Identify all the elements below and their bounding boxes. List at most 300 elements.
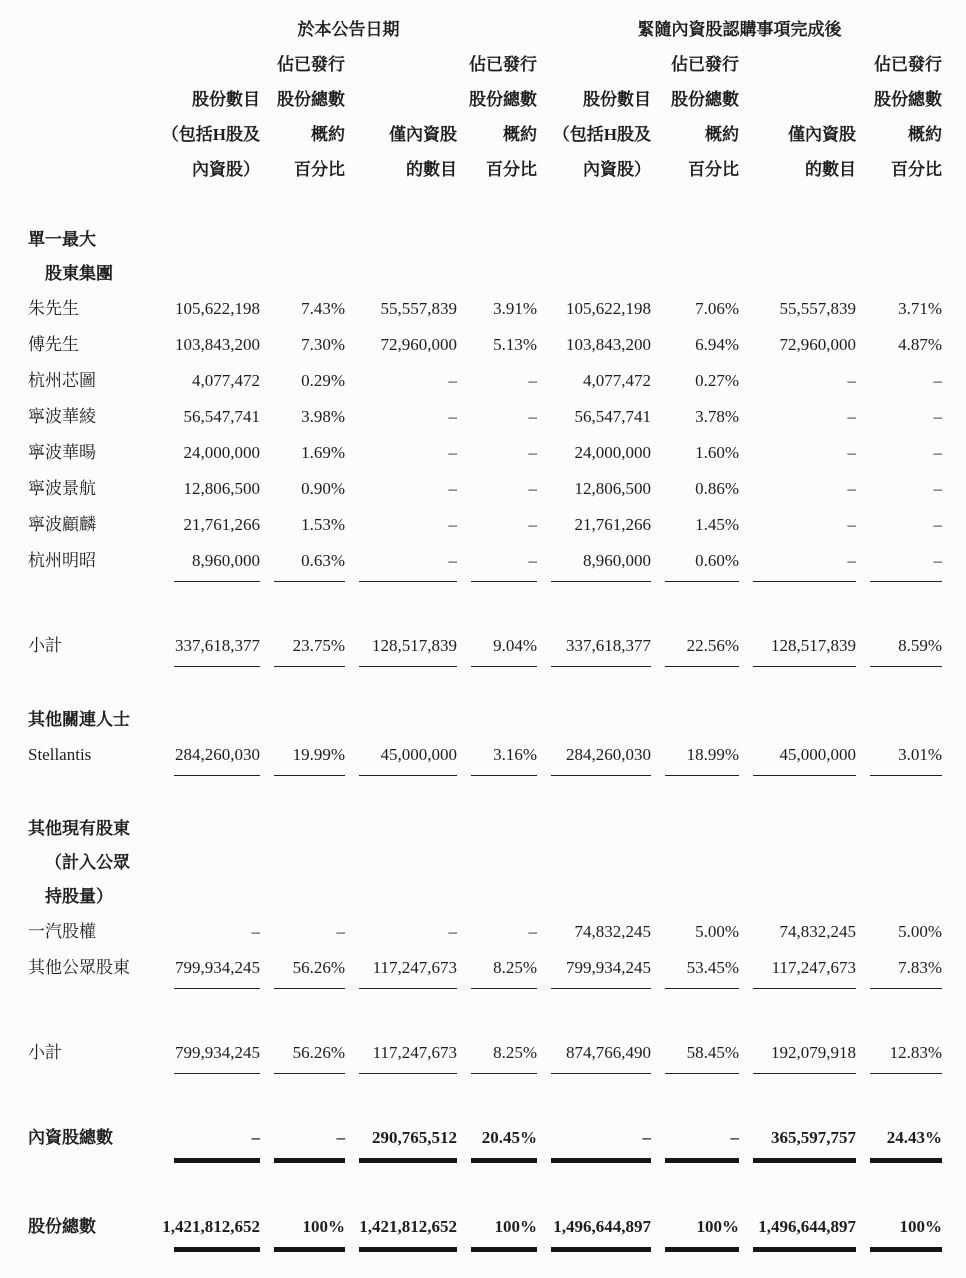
cell-value: 8.25% xyxy=(493,958,537,977)
table-cell xyxy=(856,471,942,507)
table-row xyxy=(28,363,942,399)
single-rule xyxy=(753,988,856,989)
cell-value: 22.56% xyxy=(686,636,739,655)
single-rule xyxy=(870,775,942,776)
single-rule xyxy=(471,581,537,582)
table-cell xyxy=(537,1209,651,1252)
table-cell xyxy=(160,363,260,399)
cell-value: – xyxy=(642,1128,651,1147)
table-cell xyxy=(457,1209,537,1252)
row-label-line: 寧波華綾 xyxy=(28,407,96,426)
cell-value: 24.43% xyxy=(886,1128,942,1147)
cell-value: 56.26% xyxy=(292,958,345,977)
cell-value: – xyxy=(528,371,537,390)
cell-value: 4.87% xyxy=(898,335,942,354)
row-label-line: 股東集團 xyxy=(45,264,113,283)
table-cell xyxy=(345,363,457,399)
column-header-line: 概約 xyxy=(908,125,942,144)
group-header-after-domestic-share-subscription: 緊隨內資股認購事項完成後 xyxy=(637,20,842,39)
table-cell xyxy=(537,543,651,582)
table-cell xyxy=(260,471,345,507)
cell-value: 100% xyxy=(899,1217,942,1236)
single-rule xyxy=(753,581,856,582)
cell-value: 7.83% xyxy=(898,958,942,977)
table-cell xyxy=(260,399,345,435)
cell-value: 23.75% xyxy=(292,636,345,655)
table-cell xyxy=(160,1209,260,1252)
cell-value: 7.30% xyxy=(301,335,345,354)
table-row xyxy=(28,914,942,950)
column-header-line: 百分比 xyxy=(486,160,537,179)
table-cell xyxy=(739,363,856,399)
cell-value: 1,421,812,652 xyxy=(359,1217,457,1236)
double-rule xyxy=(174,1158,260,1163)
cell-value: 4,077,472 xyxy=(192,371,260,390)
cell-value: 45,000,000 xyxy=(380,745,457,764)
cell-value: – xyxy=(528,407,537,426)
single-rule xyxy=(665,666,739,667)
table-cell xyxy=(160,471,260,507)
table-cell xyxy=(160,914,260,950)
table-row xyxy=(28,471,942,507)
cell-value: – xyxy=(933,551,942,570)
cell-value: 284,260,030 xyxy=(566,745,651,764)
table-row xyxy=(28,291,942,327)
table-cell xyxy=(651,914,739,950)
table-cell xyxy=(160,950,260,989)
table-cell xyxy=(651,628,739,667)
row-label-line: 內資股總數 xyxy=(28,1128,113,1147)
table-cell xyxy=(160,327,260,363)
table-cell xyxy=(345,628,457,667)
cell-value: 0.63% xyxy=(301,551,345,570)
table-cell xyxy=(457,543,537,582)
table-row xyxy=(28,507,942,543)
row-label xyxy=(28,543,160,579)
table-cell xyxy=(457,1120,537,1163)
row-label xyxy=(28,223,160,291)
cell-value: 5.00% xyxy=(695,922,739,941)
cell-value: – xyxy=(847,479,856,498)
cell-value: 1.60% xyxy=(695,443,739,462)
cell-value: 1.53% xyxy=(301,515,345,534)
cell-value: 12,806,500 xyxy=(574,479,651,498)
table-cell xyxy=(739,471,856,507)
cell-value: 20.45% xyxy=(481,1128,537,1147)
double-rule xyxy=(551,1247,651,1252)
cell-value: 799,934,245 xyxy=(175,958,260,977)
cell-value: 4,077,472 xyxy=(583,371,651,390)
cell-value: – xyxy=(448,407,457,426)
table-body xyxy=(28,187,942,1252)
cell-value: – xyxy=(448,479,457,498)
table-cell xyxy=(457,399,537,435)
table-cell xyxy=(345,543,457,582)
row-label xyxy=(28,327,160,363)
column-header-3 xyxy=(345,47,457,187)
row-label xyxy=(28,399,160,435)
single-rule xyxy=(274,1073,345,1074)
table-cell xyxy=(345,507,457,543)
table-cell xyxy=(739,327,856,363)
cell-value: 55,557,839 xyxy=(779,299,856,318)
table-cell xyxy=(739,1209,856,1252)
column-header-line: 百分比 xyxy=(294,160,345,179)
row-label xyxy=(28,1035,160,1071)
single-rule xyxy=(665,581,739,582)
column-header-6 xyxy=(651,47,739,187)
table-cell xyxy=(739,507,856,543)
table-cell xyxy=(651,1035,739,1074)
cell-value: 1.69% xyxy=(301,443,345,462)
table-row xyxy=(28,327,942,363)
cell-value: – xyxy=(448,922,457,941)
column-header-line: 股份數目 xyxy=(583,90,651,109)
cell-value: 55,557,839 xyxy=(380,299,457,318)
column-header-line: 佔已發行 xyxy=(671,55,739,74)
table-row xyxy=(28,812,942,914)
table-cell xyxy=(260,543,345,582)
cell-value: – xyxy=(448,515,457,534)
table-cell xyxy=(537,950,651,989)
table-cell xyxy=(537,507,651,543)
single-rule xyxy=(174,988,260,989)
cell-value: 0.29% xyxy=(301,371,345,390)
single-rule xyxy=(665,988,739,989)
table-cell xyxy=(260,507,345,543)
table-row xyxy=(28,737,942,776)
table-cell xyxy=(160,1120,260,1163)
cell-value: 100% xyxy=(302,1217,345,1236)
row-label xyxy=(28,363,160,399)
cell-value: – xyxy=(847,371,856,390)
double-rule xyxy=(551,1158,651,1163)
table-row xyxy=(28,543,942,582)
double-rule xyxy=(870,1158,942,1163)
table-cell xyxy=(537,435,651,471)
double-rule xyxy=(471,1158,537,1163)
column-header-spacer xyxy=(28,47,160,187)
table-cell xyxy=(856,914,942,950)
cell-value: 24,000,000 xyxy=(183,443,260,462)
cell-value: 3.78% xyxy=(695,407,739,426)
single-rule xyxy=(274,988,345,989)
column-header-line: 內資股） xyxy=(583,160,651,179)
cell-value: 5.13% xyxy=(493,335,537,354)
table-cell xyxy=(537,1035,651,1074)
cell-value: 56,547,741 xyxy=(574,407,651,426)
table-cell xyxy=(457,471,537,507)
table-cell xyxy=(651,1209,739,1252)
table-cell xyxy=(739,291,856,327)
row-label-line: 其他關連人士 xyxy=(28,710,130,729)
cell-value: – xyxy=(448,443,457,462)
column-header-2 xyxy=(260,47,345,187)
table-cell xyxy=(537,327,651,363)
table-cell xyxy=(260,1035,345,1074)
table-cell xyxy=(651,1120,739,1163)
table-cell xyxy=(739,543,856,582)
table-row xyxy=(28,1209,942,1252)
single-rule xyxy=(174,1073,260,1074)
table-cell xyxy=(537,914,651,950)
column-header-line: 百分比 xyxy=(891,160,942,179)
table-cell xyxy=(345,1209,457,1252)
table-cell xyxy=(260,950,345,989)
group-header-as-at-announcement-date: 於本公告日期 xyxy=(297,20,400,39)
cell-value: 117,247,673 xyxy=(771,958,856,977)
table-cell xyxy=(457,363,537,399)
double-rule xyxy=(174,1247,260,1252)
table-cell xyxy=(651,737,739,776)
table-cell xyxy=(856,291,942,327)
row-label-line: 寧波景航 xyxy=(28,479,96,498)
single-rule xyxy=(870,666,942,667)
table-cell xyxy=(856,1120,942,1163)
cell-value: 874,766,490 xyxy=(566,1043,651,1062)
table-cell xyxy=(856,327,942,363)
row-label xyxy=(28,435,160,471)
single-rule xyxy=(551,988,651,989)
cell-value: 58.45% xyxy=(686,1043,739,1062)
table-cell xyxy=(651,291,739,327)
cell-value: 56,547,741 xyxy=(183,407,260,426)
cell-value: 0.60% xyxy=(695,551,739,570)
table-cell xyxy=(651,435,739,471)
single-rule xyxy=(471,666,537,667)
column-header-line: 百分比 xyxy=(688,160,739,179)
cell-value: 128,517,839 xyxy=(372,636,457,655)
column-header-line: 佔已發行 xyxy=(277,55,345,74)
row-label xyxy=(28,1209,160,1245)
cell-value: 0.90% xyxy=(301,479,345,498)
cell-value: 19.99% xyxy=(292,745,345,764)
table-cell xyxy=(457,327,537,363)
table-cell xyxy=(160,507,260,543)
table-cell xyxy=(345,1120,457,1163)
table-cell xyxy=(739,914,856,950)
cell-value: 1,421,812,652 xyxy=(162,1217,260,1236)
table-cell xyxy=(260,914,345,950)
row-label-line: 杭州明昭 xyxy=(28,551,96,570)
table-cell xyxy=(345,914,457,950)
cell-value: 12,806,500 xyxy=(183,479,260,498)
cell-value: 3.71% xyxy=(898,299,942,318)
cell-value: 105,622,198 xyxy=(175,299,260,318)
table-cell xyxy=(160,543,260,582)
column-header-line: 僅內資股 xyxy=(389,125,457,144)
cell-value: – xyxy=(847,515,856,534)
row-label xyxy=(28,950,160,986)
row-label-line: 小計 xyxy=(28,1043,62,1062)
cell-value: – xyxy=(730,1128,739,1147)
table-cell xyxy=(856,399,942,435)
table-row xyxy=(28,435,942,471)
table-row xyxy=(28,628,942,667)
cell-value: 337,618,377 xyxy=(566,636,651,655)
table-cell xyxy=(856,1035,942,1074)
cell-value: 105,622,198 xyxy=(566,299,651,318)
single-rule xyxy=(471,988,537,989)
column-header-8 xyxy=(856,47,942,187)
cell-value: – xyxy=(847,443,856,462)
single-rule xyxy=(551,1073,651,1074)
column-header-line: 概約 xyxy=(311,125,345,144)
table-cell xyxy=(856,507,942,543)
column-header-line: 內資股） xyxy=(192,160,260,179)
double-rule xyxy=(665,1247,739,1252)
row-label-line: 朱先生 xyxy=(28,299,79,318)
row-label-line: 寧波華暘 xyxy=(28,443,96,462)
single-rule xyxy=(359,775,457,776)
table-cell xyxy=(345,399,457,435)
cell-value: – xyxy=(933,407,942,426)
table-cell xyxy=(651,507,739,543)
cell-value: 0.86% xyxy=(695,479,739,498)
single-rule xyxy=(870,988,942,989)
double-rule xyxy=(471,1247,537,1252)
single-rule xyxy=(870,1073,942,1074)
cell-value: 24,000,000 xyxy=(574,443,651,462)
single-rule xyxy=(551,775,651,776)
table-cell xyxy=(260,737,345,776)
row-label-line: 傅先生 xyxy=(28,335,79,354)
column-header-line: 的數目 xyxy=(406,160,457,179)
cell-value: – xyxy=(933,443,942,462)
single-rule xyxy=(870,581,942,582)
table-cell xyxy=(345,1035,457,1074)
cell-value: 21,761,266 xyxy=(183,515,260,534)
table-cell xyxy=(457,914,537,950)
table-row xyxy=(28,399,942,435)
table-cell xyxy=(260,435,345,471)
column-header-line: 僅內資股 xyxy=(788,125,856,144)
table-cell xyxy=(537,363,651,399)
cell-value: 6.94% xyxy=(695,335,739,354)
cell-value: 9.04% xyxy=(493,636,537,655)
table-cell xyxy=(160,399,260,435)
group-header-row xyxy=(28,12,942,47)
double-rule xyxy=(359,1247,457,1252)
table-cell xyxy=(260,327,345,363)
cell-value: – xyxy=(528,443,537,462)
table-cell xyxy=(345,950,457,989)
cell-value: 21,761,266 xyxy=(574,515,651,534)
single-rule xyxy=(359,1073,457,1074)
row-label xyxy=(28,914,160,950)
column-header-line: 佔已發行 xyxy=(469,55,537,74)
cell-value: – xyxy=(336,922,345,941)
table-cell xyxy=(739,1120,856,1163)
single-rule xyxy=(274,775,345,776)
table-cell xyxy=(345,291,457,327)
table-cell xyxy=(537,471,651,507)
column-header-line: 股份總數 xyxy=(469,90,537,109)
cell-value: – xyxy=(847,551,856,570)
single-rule xyxy=(174,775,260,776)
cell-value: – xyxy=(847,407,856,426)
table-cell xyxy=(739,950,856,989)
row-label-line: 杭州芯圖 xyxy=(28,371,96,390)
cell-value: – xyxy=(528,551,537,570)
cell-value: 72,960,000 xyxy=(779,335,856,354)
cell-value: 8,960,000 xyxy=(192,551,260,570)
double-rule xyxy=(359,1158,457,1163)
table-cell xyxy=(345,435,457,471)
single-rule xyxy=(174,581,260,582)
table-cell xyxy=(160,435,260,471)
column-header-line: 股份總數 xyxy=(671,90,739,109)
cell-value: 18.99% xyxy=(686,745,739,764)
table-cell xyxy=(457,950,537,989)
row-label-line: 寧波顧麟 xyxy=(28,515,96,534)
table-cell xyxy=(856,363,942,399)
column-header-line: （包括H股及 xyxy=(552,125,651,144)
row-label-line: 單一最大 xyxy=(28,230,96,249)
table-cell xyxy=(160,291,260,327)
double-rule xyxy=(753,1247,856,1252)
cell-value: 192,079,918 xyxy=(771,1043,856,1062)
table-cell xyxy=(260,1120,345,1163)
row-label xyxy=(28,1120,160,1156)
table-cell xyxy=(345,471,457,507)
double-rule xyxy=(274,1158,345,1163)
single-rule xyxy=(471,1073,537,1074)
table-cell xyxy=(457,628,537,667)
table-cell xyxy=(651,950,739,989)
cell-value: – xyxy=(933,479,942,498)
table-cell xyxy=(651,327,739,363)
table-cell xyxy=(457,291,537,327)
cell-value: 1.45% xyxy=(695,515,739,534)
table-cell xyxy=(160,628,260,667)
row-label-line: 持股量） xyxy=(45,887,113,906)
cell-value: 56.26% xyxy=(292,1043,345,1062)
table-cell xyxy=(739,737,856,776)
cell-value: – xyxy=(528,515,537,534)
cell-value: 284,260,030 xyxy=(175,745,260,764)
single-rule xyxy=(665,1073,739,1074)
table-row xyxy=(28,223,942,291)
single-rule xyxy=(174,666,260,667)
cell-value: – xyxy=(448,551,457,570)
table-row xyxy=(28,1120,942,1163)
column-header-line: 佔已發行 xyxy=(874,55,942,74)
row-label xyxy=(28,471,160,507)
cell-value: 1,496,644,897 xyxy=(553,1217,651,1236)
single-rule xyxy=(753,666,856,667)
cell-value: 103,843,200 xyxy=(175,335,260,354)
table-cell xyxy=(537,628,651,667)
column-header-line: 概約 xyxy=(705,125,739,144)
row-label-line: 小計 xyxy=(28,636,62,655)
cell-value: 100% xyxy=(494,1217,537,1236)
row-label xyxy=(28,812,160,914)
table-cell xyxy=(457,737,537,776)
single-rule xyxy=(359,666,457,667)
double-rule xyxy=(753,1158,856,1163)
single-rule xyxy=(274,581,345,582)
table-cell xyxy=(537,1120,651,1163)
row-label xyxy=(28,507,160,543)
table-cell xyxy=(856,435,942,471)
table-cell xyxy=(651,543,739,582)
table-cell xyxy=(856,737,942,776)
cell-value: 8.59% xyxy=(898,636,942,655)
single-rule xyxy=(274,666,345,667)
table-cell xyxy=(260,1209,345,1252)
cell-value: 117,247,673 xyxy=(372,1043,457,1062)
